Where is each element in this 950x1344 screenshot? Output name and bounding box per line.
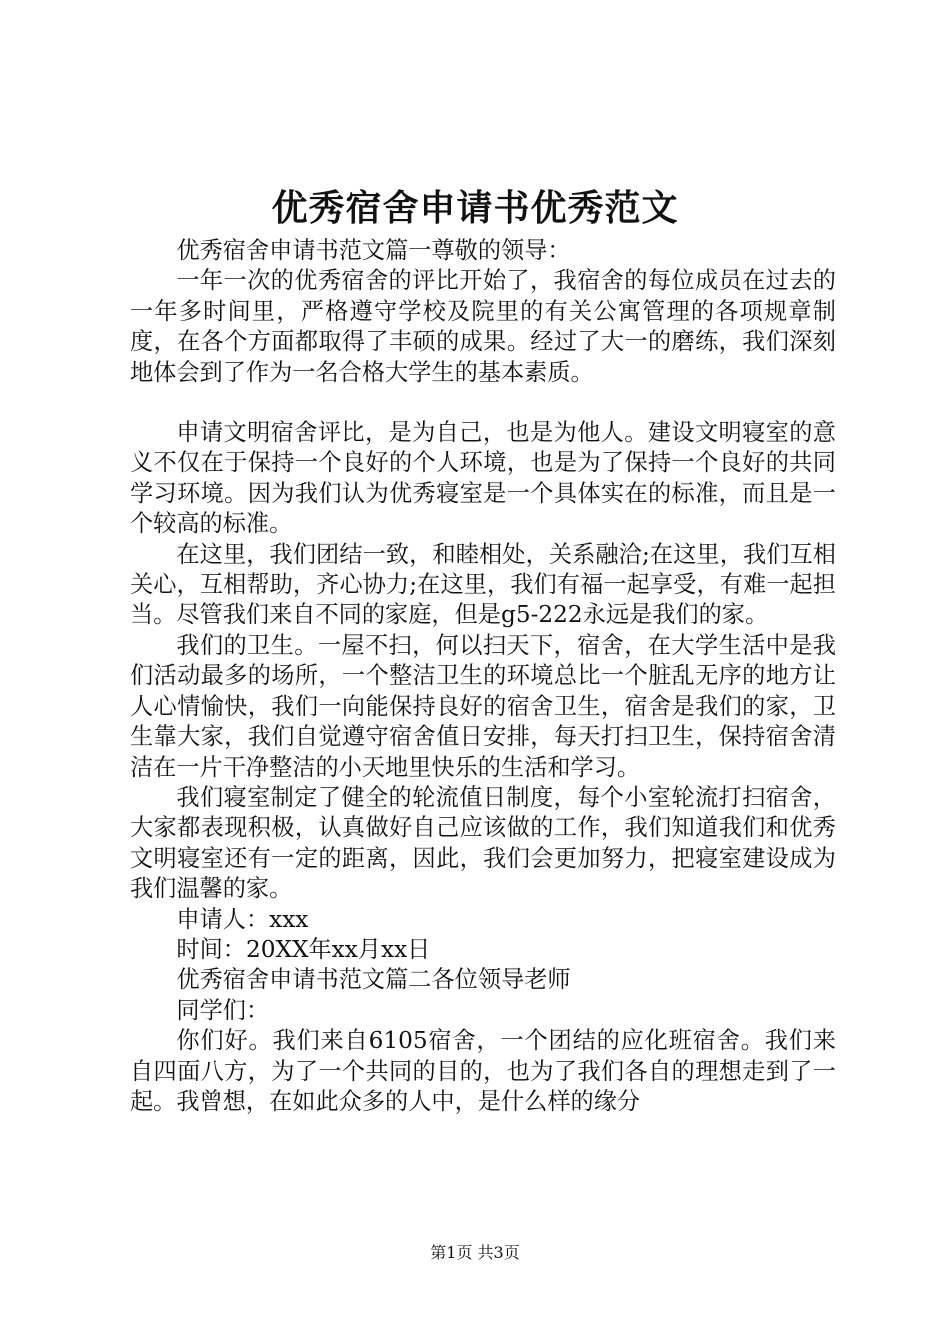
applicant-line: 申请人：xxx: [176, 905, 309, 933]
paragraph-3: 申请文明宿舍评比，是为自己，也是为他人。建设文明寝室的意义不仅在于保持一个良好的个人环境，也是为了保持一个良好的共同学习环境。因为我们认为优秀寝室是一个具体实在的标准，而且是一个较高的标准。: [130, 419, 836, 538]
section-two-heading: 优秀宿舍申请书范文篇二各位领导老师: [176, 966, 571, 994]
greeting-line: 同学们：: [176, 996, 270, 1024]
paragraph-5: 我们的卫生。一屋不扫，何以扫天下，宿舍，在大学生活中是我们活动最多的场所，一个整洁卫生的环境总比一个脏乱无序的地方让人心情愉快，我们一向能保持良好的宿舍卫生，宿舍是我们的家，卫生靠大家，我们自觉遵守宿舍值日安排，每天打扫卫生，保持宿舍清洁在一片干净整洁的小天地里快乐的生活和学习。: [130, 631, 836, 781]
page-footer: 第1页 共3页: [430, 1243, 520, 1262]
document-title: 优秀宿舍申请书优秀范文: [271, 187, 679, 229]
paragraph-gap: [130, 388, 836, 418]
paragraph-4: 在这里，我们团结一致，和睦相处，关系融洽;在这里，我们互相关心，互相帮助，齐心协力;在这里，我们有福一起享受，有难一起担当。尽管我们来自不同的家庭，但是g5-222永远是我们的家。: [130, 540, 836, 629]
paragraph-7: 你们好。我们来自6105宿舍，一个团结的应化班宿舍。我们来自四面八方，为了一个共同的目的，也为了我们各自的理想走到了一起。我曾想，在如此众多的人中，是什么样的缘分: [130, 1027, 836, 1115]
paragraph-2: 一年一次的优秀宿舍的评比开始了，我宿舍的每位成员在过去的一年多时间里，严格遵守学校及院里的有关公寓管理的各项规章制度，在各个方面都取得了丰硕的成果。经过了大一的磨练，我们深刻地体会到了作为一名合格大学生的基本素质。: [130, 267, 836, 386]
date-line: 时间：20XX年xx月xx日: [176, 935, 431, 963]
paragraph-1: 优秀宿舍申请书范文篇一尊敬的领导：: [176, 237, 571, 264]
document-body: [130, 236, 836, 1117]
paragraph-6: 我们寝室制定了健全的轮流值日制度，每个小室轮流打扫宿舍，大家都表现积极，认真做好自己应该做的工作，我们知道我们和优秀文明寝室还有一定的距离，因此，我们会更加努力，把寝室建设成为我们温馨的家。: [130, 783, 836, 903]
